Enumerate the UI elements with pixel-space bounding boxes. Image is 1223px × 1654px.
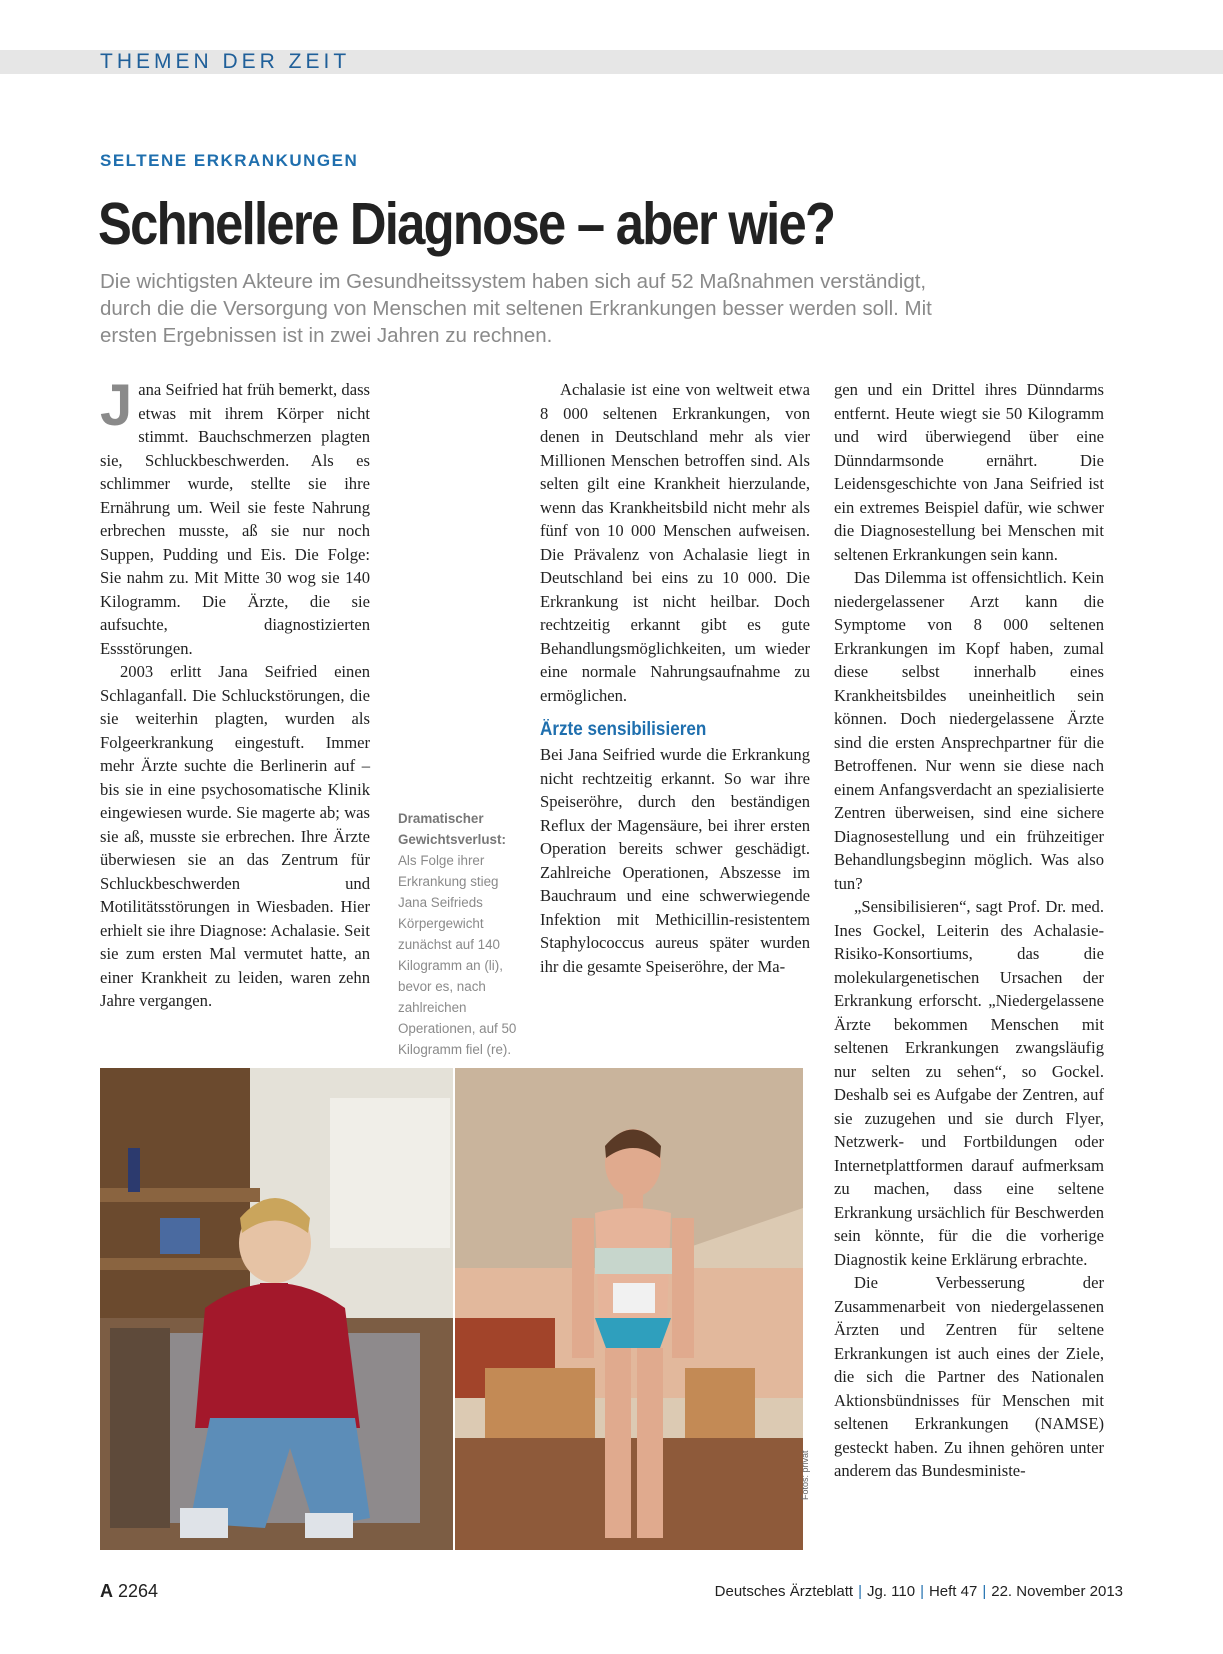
paragraph: „Sensibilisieren“, sagt Prof. Dr. med. Ines Gockel, Leiterin des Achalasie-Risiko-Konsortiums, das die molekulargenetischen Ursachen der Erkrankung erforscht. „Niedergelassene Ärzte bekommen Menschen mit seltenen Erkrankungen zwangsläufig nur selten zu sehen“, so Gockel. Deshalb sei es Aufgabe der Zentren, auf sie zuzugehen und sie durch Flyer, Netzwerk- und Fortbildungen oder Internetplattformen darauf aufmerksam zu machen, dass eine seltene Erkrankung ursächlich für Beschwerden sein könnte, für die die vorherige Diagnostik keine Erklärung erbrachte. <box>834 897 1104 1269</box>
article-lede: Die wichtigsten Akteure im Gesundheitssystem haben sich auf 52 Maßnahmen verständigt, durch die die Versorgung von Menschen mit seltenen Erkrankungen besser werden soll. Mit ersten Ergebnissen ist in zwei Jahren zu rechnen. <box>100 270 932 347</box>
photo-before <box>100 1068 453 1550</box>
article-kicker: SELTENE ERKRANKUNGEN <box>100 151 359 170</box>
paragraph: Bei Jana Seifried wurde die Erkrankung nicht rechtzeitig erkannt. So war ihre Speiseröhre, durch den beständigen Reflux der Magensäure, bei ihrer ersten Operation bereits schwer geschädigt. Zahlreiche Operationen, Abszesse im Bauchraum und eine schwerwiegende Infektion mit Methicillin-resistentem Staphylococcus aureus später wurden ihr die gesamte Speiseröhre, der Ma- <box>540 745 810 976</box>
paragraph <box>100 373 370 660</box>
issue-date: 22. November 2013 <box>991 1583 1123 1600</box>
separator: | <box>920 1583 924 1600</box>
footer-info <box>715 1583 1123 1600</box>
caption-text: Als Folge ihrer Erkrankung stieg Jana Seifrieds Körpergewicht zunächst auf 140 Kilogramm an (li), bevor es, nach zahlreichen Operationen, auf 50 Kilogramm fiel (re). <box>398 853 517 1057</box>
journal-name: Deutsches Ärzteblatt <box>714 1583 854 1600</box>
photo-after <box>455 1068 803 1550</box>
photo-caption <box>398 808 528 1060</box>
column-2 <box>540 378 810 978</box>
subheading: Ärzte sensibilisieren <box>540 719 707 740</box>
paragraph-text: ana Seifried hat früh bemerkt, dass etwas mit ihrem Körper nicht stimmt. Bauchschmerzen plagten sie, Schluckbeschwerden. Als es schlimmer wurde, stellte sie ihre Ernährung um. Weil sie feste Nahrung erbrechen musste, aß sie nur noch Suppen, Pudding und Eis. Die Folge: Sie nahm zu. Mit Mitte 30 wog sie 140 Kilogramm. Die Ärzte, die sie aufsuchte, diagnostizierten Essstörungen. <box>100 380 370 658</box>
paragraph: Achalasie ist eine von weltweit etwa 8 000 seltenen Erkrankungen, von denen in Deutschland mehr als vier Millionen Menschen betroffen sind. Als selten gilt eine Krankheit hierzulande, wenn das Krankheitsbild nicht mehr als fünf von 10 000 Menschen aufweisen. Die Prävalenz von Achalasie liegt in Deutschland bei eins zu 10 000. Die Erkrankung ist nicht heilbar. Doch rechtzeitig erkannt gibt es gute Behandlungsmöglichkeiten, um wieder eine normale Nahrungsaufnahme zu ermöglichen. <box>540 380 810 705</box>
paragraph: gen und ein Drittel ihres Dünndarms entfernt. Heute wiegt sie 50 Kilogramm und wird überwiegend über eine Dünndarmsonde ernährt. Die Leidensgeschichte von Jana Seifried ist ein extremes Beispiel dafür, wie schwer die Diagnosestellung bei Menschen mit seltenen Erkrankungen sein kann. <box>834 380 1104 564</box>
column-3 <box>834 378 1104 1483</box>
section-header: THEMEN DER ZEIT <box>100 50 351 73</box>
page-number <box>100 1581 158 1602</box>
page-number-value: 2264 <box>118 1581 159 1601</box>
page-prefix: A <box>100 1581 113 1601</box>
drop-cap: J <box>100 373 133 438</box>
column-1 <box>100 373 370 1013</box>
paragraph: 2003 erlitt Jana Seifried einen Schlaganfall. Die Schluckstörungen, die sie weiterhin plagten, wurden als Folgeerkrankung eingestuft. Immer mehr Ärzte suchte die Berlinerin auf – bis sie in eine psychosomatische Klinik eingewiesen wurde. Sie magerte ab; was sie aß, musste sie erbrechen. Ihre Ärzte überwiesen sie an das Zentrum für Schluckbeschwerden und Motilitätsstörungen in Wiesbaden. Hier erhielt sie ihre Diagnose: Achalasie. Seit sie zum ersten Mal vermutet hatte, an einer Krankheit zu leiden, waren zehn Jahre vergangen. <box>100 662 370 1010</box>
paragraph: Die Verbesserung der Zusammenarbeit von niedergelassenen Ärzten und Zentren für seltene Erkrankungen ist auch eines der Ziele, die sich die Partner des Nationalen Aktionsbündnisses für Menschen mit seltenen Erkrankungen (NAMSE) gesteckt haben. Zu ihnen gehören unter anderem das Bundesministe- <box>834 1273 1104 1480</box>
separator: | <box>858 1583 862 1600</box>
separator: | <box>982 1583 987 1600</box>
issue: Heft 47 <box>928 1583 978 1600</box>
article-title: Schnellere Diagnose – aber wie? <box>98 191 835 257</box>
photo-credit: Fotos: privat <box>800 1450 810 1500</box>
paragraph: Das Dilemma ist offensichtlich. Kein niedergelassener Arzt kann die Symptome von 8 000 seltenen Erkrankungen im Kopf haben, zumal diese selbst innerhalb eines Krankheitsbildes uneinheitlich sein können. Doch niedergelassene Ärzte sind die ersten Ansprechpartner für die Betroffenen. Nur wenn sie diese nach einem Anfangsverdacht an spezialisierte Zentren überweisen, sind eine sichere Diagnosestellung und ein frühzeitiger Behandlungsbeginn möglich. Was also tun? <box>834 568 1104 893</box>
volume: Jg. 110 <box>866 1583 916 1600</box>
caption-title: Dramatischer Gewichtsverlust: <box>398 811 506 847</box>
